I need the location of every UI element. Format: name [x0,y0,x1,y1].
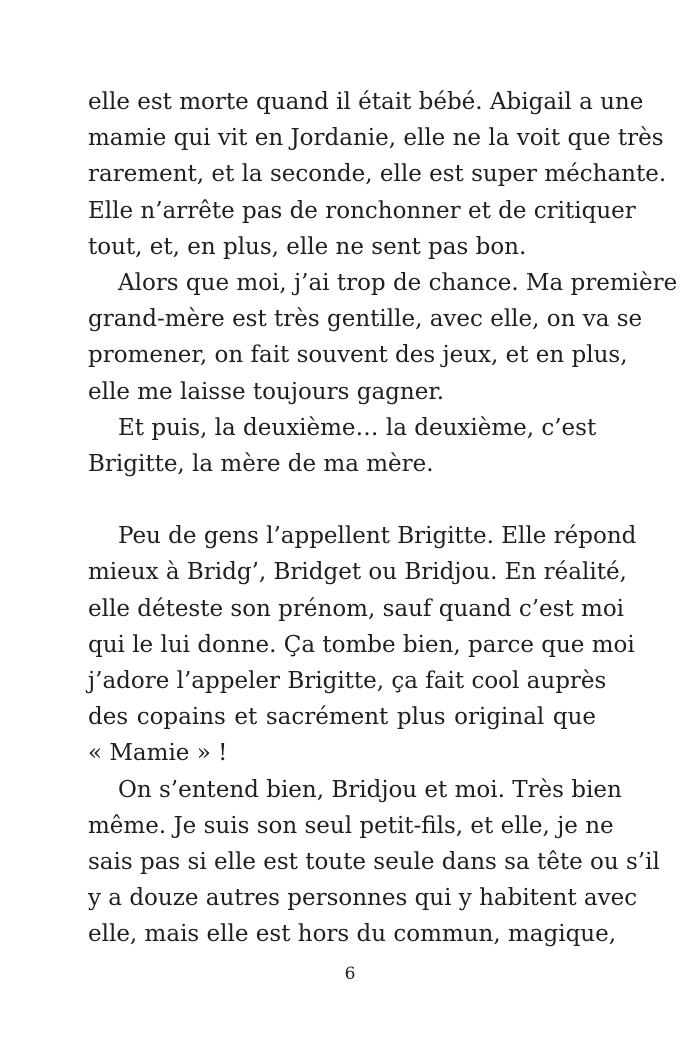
text-line: « Mamie » ! [88,740,228,767]
page-body [88,84,678,953]
text-line: elle me laisse toujours gagner. [88,378,445,405]
paragraph [88,410,596,482]
text-line: promener, on fait souvent des jeux, et en plus, [88,342,628,369]
page-number: 6 [344,964,356,984]
text-line: mamie qui vit en Jordanie, elle ne la voit que très [88,125,664,152]
text-line: Brigitte, la mère de ma mère. [88,450,434,477]
text-line: des copains et sacrément plus original que [88,704,596,731]
text-line: rarement, et la seconde, elle est super méchante. [88,161,667,188]
text-line: Peu de gens l’appellent Brigitte. Elle répond [118,523,637,550]
text-line: même. Je suis son seul petit-fils, et elle, je ne [88,812,614,839]
text-line: qui le lui donne. Ça tombe bien, parce que moi [88,631,635,658]
paragraph [88,265,678,410]
text-line: elle, mais elle est hors du commun, magique, [88,921,617,948]
text-line: y a douze autres personnes qui y habitent avec [88,885,638,912]
text-line: grand-mère est très gentille, avec elle, on va se [88,306,643,333]
text-line: elle déteste son prénom, sauf quand c’est moi [88,595,625,622]
text-line: tout, et, en plus, elle ne sent pas bon. [88,233,527,260]
paragraph [88,84,667,265]
text-line: mieux à Bridg’, Bridget ou Bridjou. En réalité, [88,559,627,586]
text-line: Alors que moi, j’ai trop de chance. Ma première [118,269,678,296]
paragraph [88,518,637,771]
section-break [88,482,596,518]
text-line: j’adore l’appeler Brigitte, ça fait cool auprès [88,668,607,694]
text-line: elle est morte quand il était bébé. Abigail a une [88,89,644,115]
text-line: sais pas si elle est toute seule dans sa tête ou s’il [88,848,660,875]
text-line: On s’entend bien, Bridjou et moi. Très bien [118,776,622,803]
paragraph [88,772,660,953]
text-line: Elle n’arrête pas de ronchonner et de critiquer [88,197,636,224]
text-line: Et puis, la deuxième… la deuxième, c’est [118,414,597,441]
